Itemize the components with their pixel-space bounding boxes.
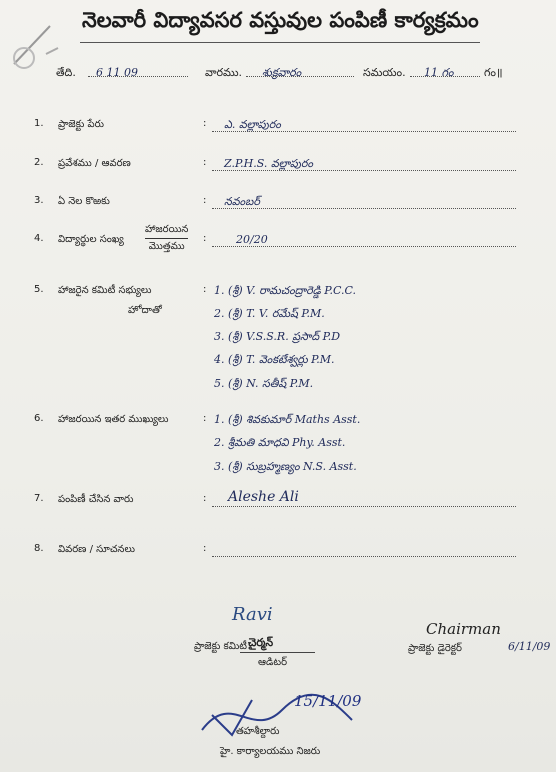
attendance-fraction [145,223,188,254]
date-label: తేది. [56,66,76,79]
row-label: పంపిణీ చేసిన వారు [58,494,134,505]
chairman-label: చైర్మన్ [248,636,274,649]
other-member: 1. (శ్రీ) శివకుమార్ Maths Asst. [214,413,361,426]
time-suffix: గం॥ [484,66,503,79]
row-number: 7. [34,493,44,504]
attendance-total-label: మొత్తము [148,241,185,252]
director-signature: Chairman [426,620,501,638]
row-label: ప్రాజెక్టు పేరు [58,119,104,130]
headmaster-signature-icon [192,680,362,750]
date-value: 6 11 09 [96,66,138,79]
attendance-present-label: హాజరయిన [145,224,189,235]
director-label: ప్రాజెక్టు డైరెక్టర్ [408,643,462,654]
row-label: విద్యార్థుల సంఖ్య [58,234,124,245]
form-title: నెలవారీ విద్యావసర వస్తువుల పంపిణీ కార్యక్రమం [82,8,479,32]
other-member: 3. (శ్రీ) సుబ్రహ్మణ్యం N.S. Asst. [214,460,357,473]
day-value: శుక్రవారం [262,66,302,79]
header-line [0,66,556,86]
row-number: 8. [34,543,44,554]
committee-member: 2. (శ్రీ) T. V. రమేష్ P.M. [214,307,325,320]
row-value: Aleshe Ali [228,489,299,505]
row-label: వివరణ / సూచనలు [58,544,136,555]
director-date: 6/11/09 [508,640,551,653]
committee-member: 3. (శ్రీ) V.S.S.R. ప్రసాద్ P.D [214,330,341,343]
row-value: నవంబర్ [224,195,260,208]
headmaster-label: తహశీల్దారు [236,726,280,737]
row-number: 5. [34,284,44,295]
row-number: 3. [34,195,44,206]
row-number: 2. [34,157,44,168]
row-number: 4. [34,233,44,244]
chairman-signature: Ravi [232,604,273,625]
row-number: 6. [34,413,44,424]
row-value: 20/20 [236,233,268,246]
designation-label: హోదాతో [128,305,162,316]
distribution-form-page: నెలవారీ విద్యావసర వస్తువుల పంపిణీ కార్యక్రమం తేది. 6 11 09 వారము. శుక్రవారం సమయం. 11 గం గం॥ 1. ప్రాజెక్టు పేరు : ఎ. వల్లాపురం 2. ప్రవేశము / ఆవరణ : Z.P.H.S. వల్లాపురం 3. ఏ నెల కొఱకు : నవంబర్ 4. విద్యార్థుల సంఖ్య హాజరయిన మొత్తము : 20/20 5. హాజరైన కమిటీ సభ్యులు హోదాతో : 1. (శ్రీ) V. రామచంద్రారెడ్డి P.C.C. 2. (శ్రీ) T. V. రమేష్ P.M. 3. (శ్రీ) V.S.S.R. ప్రసాద్ P.D 4. (శ్రీ) T. వెంకటేశ్వర్లు P.M. 5. (శ్రీ) N. సతీష్ P.M. 6. హాజరయిన ఇతర ముఖ్యులు : 1. (శ్రీ) శివకుమార్ Maths Asst. 2. శ్రీమతి మాధవి Phy. Asst. 3. (శ్రీ) సుబ్రహ్మణ్యం N.S. Asst. 7. పంపిణీ చేసిన వారు : Aleshe Ali 8. వివరణ / సూచనలు : Ravi చైర్మన్ ప్రాజెక్టు కమిటీ ఆడిటర్ Chairman ప్రాజెక్టు డైరెక్టర్ 6/11/09 15/11/09 తహశీల్దారు హై. కార్యాలయము నిజరు [0,0,556,772]
row-label: హాజరైన కమిటీ సభ్యులు [58,285,152,296]
committee-member: 5. (శ్రీ) N. సతీష్ P.M. [214,377,314,390]
committee-member: 4. (శ్రీ) T. వెంకటేశ్వర్లు P.M. [214,353,335,366]
committee-member: 1. (శ్రీ) V. రామచంద్రారెడ్డి P.C.C. [214,284,356,297]
pen-logo-icon [6,14,66,74]
row-label: ప్రవేశము / ఆవరణ [58,158,131,169]
auditor-label: ఆడిటర్ [258,657,288,668]
day-label: వారము. [205,66,242,79]
time-label: సమయం. [363,66,406,79]
row-value: ఎ. వల్లాపురం [224,118,281,131]
office-label: హై. కార్యాలయము నిజరు [220,746,321,757]
row-value: Z.P.H.S. వల్లాపురం [224,157,313,170]
handwritten-date: 15/11/09 [294,692,362,710]
time-value: 11 గం [424,66,454,79]
title-underline [80,42,480,43]
committee-label: ప్రాజెక్టు కమిటీ [194,641,247,652]
row-number: 1. [34,118,44,129]
other-member: 2. శ్రీమతి మాధవి Phy. Asst. [214,436,346,449]
row-label: ఏ నెల కొఱకు [58,196,110,207]
row-label: హాజరయిన ఇతర ముఖ్యులు [58,414,169,425]
